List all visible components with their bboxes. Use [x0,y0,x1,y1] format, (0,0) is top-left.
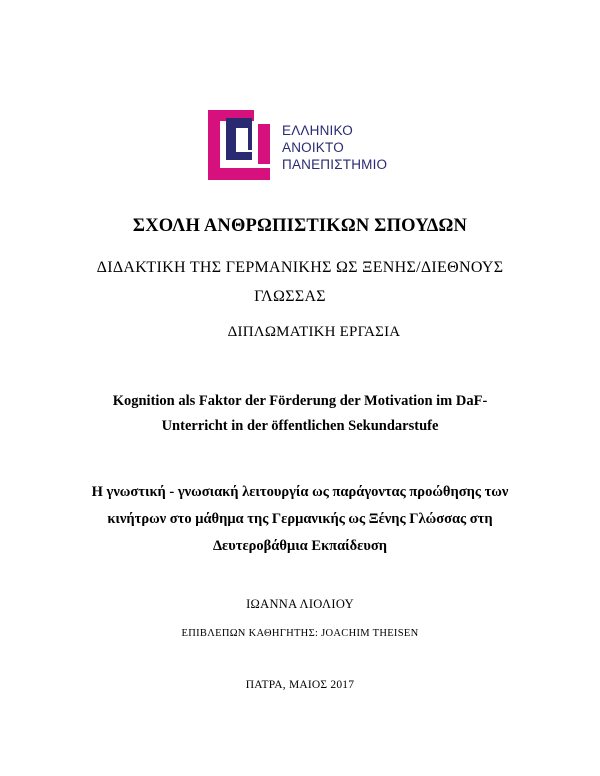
place-date: ΠΑΤΡΑ, ΜΑΙΟΣ 2017 [245,679,355,691]
university-logo [208,108,408,184]
title-greek-line-2: κινήτρων στο μάθημα της Γερμανικής ως Ξένης Γλώσσας στη [107,511,493,527]
logo-line-2: ΑΝΟΙΚΤΟ [282,140,344,155]
logo-line-1: ΕΛΛΗΝΙΚΟ [282,123,353,138]
title-german-line-1: Kognition als Faktor der Förderung der Motivation im DaF- [112,393,488,409]
department-line-2: ΓΛΩΣΣΑΣ [254,288,326,305]
title-greek-line-1: Η γνωστική - γνωσιακή λειτουργία ως παράγοντας προώθησης των [91,484,509,500]
title-german-line-2: Unterricht in der öffentlichen Sekundarstufe [161,418,439,434]
supervisor: ΕΠΙΒΛΕΠΩΝ ΚΑΘΗΓΗΤΗΣ: JOACHIM THEISEN [181,628,419,639]
logo-line-3: ΠΑΝΕΠΙΣΤΗΜΙΟ [282,157,388,172]
school-name: ΣΧΟΛΗ ΑΝΘΡΩΠΙΣΤΙΚΩΝ ΣΠΟΥΔΩΝ [132,216,468,236]
author-name: ΙΩΑΝΝΑ ΛΙΟΛΙΟΥ [246,597,354,611]
eap-logo-icon [208,108,274,180]
thesis-type: ΔΙΠΛΩΜΑΤΙΚΗ ΕΡΓΑΣΙΑ [227,324,401,340]
logo-text [282,122,387,173]
title-greek-line-3: Δευτεροβάθμια Εκπαίδευση [212,538,388,554]
department-line-1: ΔΙΔΑΚΤΙΚΗ ΤΗΣ ΓΕΡΜΑΝΙΚΗΣ ΩΣ ΞΕΝΗΣ/ΔΙΕΘΝΟΥΣ [96,259,504,276]
